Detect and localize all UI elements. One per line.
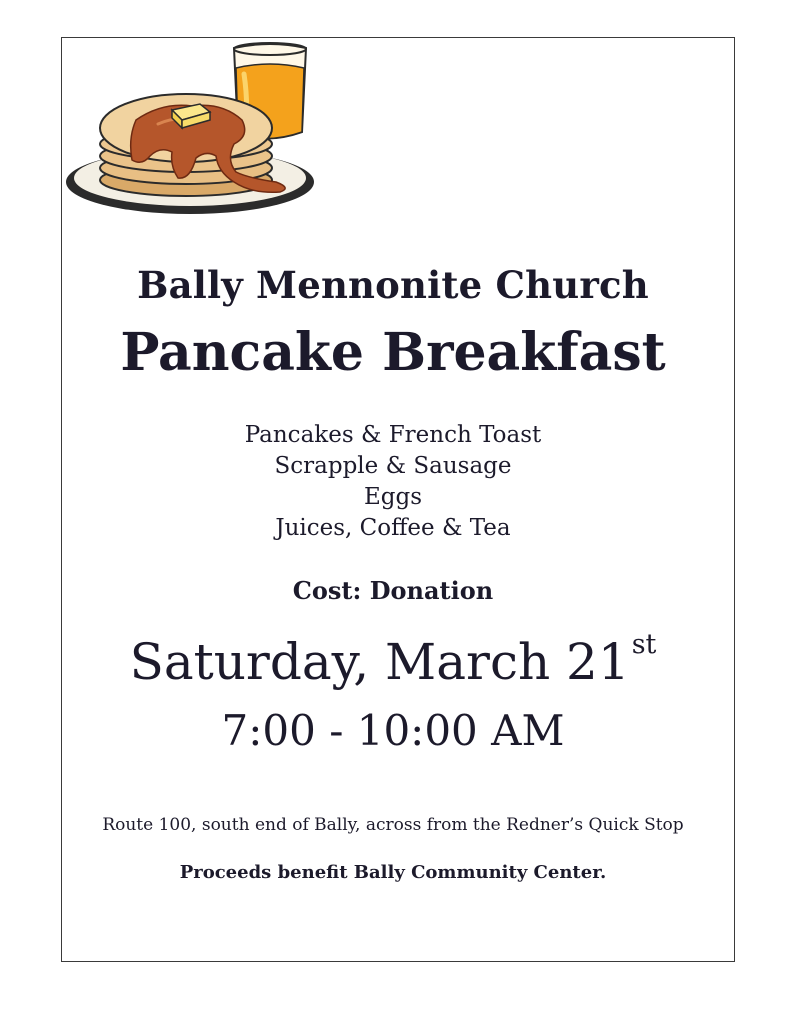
event-date-suffix: st: [631, 629, 657, 660]
event-date: [0, 629, 786, 691]
cost-label: Cost: Donation: [292, 576, 494, 605]
organization-name: Bally Mennonite Church: [137, 263, 649, 307]
pancake-stack-icon: [100, 94, 285, 196]
event-date-text: Saturday, March 21: [129, 633, 630, 691]
menu-item: Pancakes & French Toast: [244, 422, 542, 448]
event-title: Pancake Breakfast: [120, 322, 666, 383]
menu-item: Juices, Coffee & Tea: [275, 515, 511, 541]
pancakes-and-juice-icon: [66, 40, 322, 218]
menu-item: Scrapple & Sausage: [274, 453, 512, 479]
event-location: Route 100, south end of Bally, across from the Redner’s Quick Stop: [102, 815, 684, 835]
menu-list: [0, 420, 786, 544]
proceeds-note: Proceeds benefit Bally Community Center.: [179, 862, 607, 883]
menu-item: Eggs: [363, 484, 423, 510]
event-time: 7:00 - 10:00 AM: [221, 706, 565, 755]
